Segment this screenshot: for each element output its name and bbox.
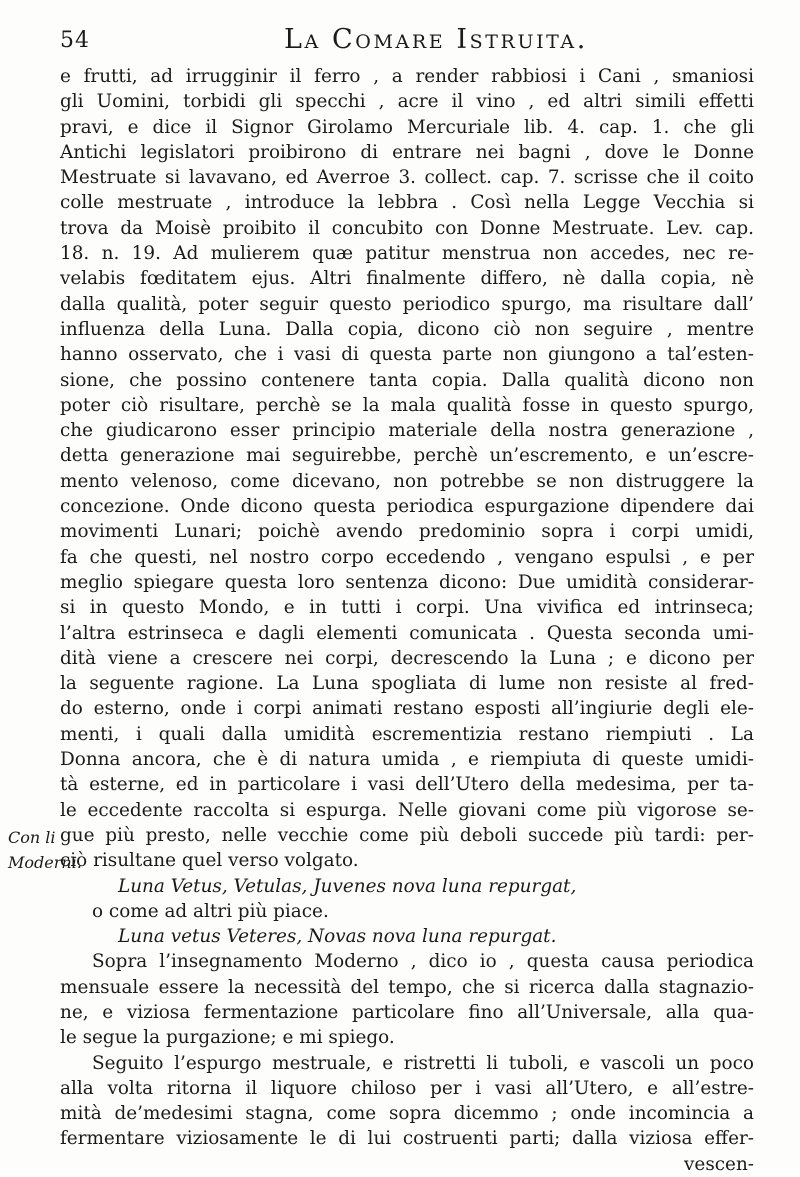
verse-line: Luna Vetus, Vetulas, Juvenes nova luna repurgat,	[118, 875, 577, 897]
text-line: mità de’medesimi stagna, come sopra dicemmo ; onde incomincia a	[60, 1103, 754, 1125]
text-line: colle mestruate , introduce la lebbra . Così nella Legge Vecchia si	[60, 192, 754, 214]
text-line: tà esterne, ed in particolare i vasi dell’Utero della medesima, per ta-	[60, 774, 754, 796]
text-line: che giudicarono esser principio materiale della nostra generazione ,	[60, 420, 754, 442]
text-line: la seguente ragione. La Luna spogliata di lume non resiste al fred-	[60, 673, 754, 695]
text-line: 18. n. 19. Ad mulierem quæ patitur menstrua non accedes, nec re-	[60, 243, 754, 265]
text-line: detta generazione mai seguirebbe, perchè un’escremento, e un’escre-	[60, 445, 754, 467]
text-line: mensuale essere la necessità del tempo, che si ricerca dalla stagnazio-	[60, 976, 754, 998]
text-line: gue più presto, nelle vecchie come più deboli succede più tardi: per-	[60, 824, 754, 846]
text-line: velabis fœditatem ejus. Altri finalmente differo, nè dalla copia, nè	[60, 268, 754, 290]
margin-note: Con li	[8, 828, 56, 847]
text-line: Seguito l’espurgo mestruale, e ristretti li tuboli, e vascoli un poco	[92, 1052, 754, 1074]
text-line: influenza della Luna. Dalla copia, dicono ciò non seguire , mentre	[60, 318, 754, 340]
text-line: ciò risultane quel verso volgato.	[60, 850, 359, 872]
text-line: le eccedente raccolta si espurga. Nelle giovani come più vigorose se-	[60, 799, 754, 821]
text-line: Sopra l’insegnamento Moderno , dico io , questa causa periodica	[92, 951, 754, 973]
text-line: alla volta ritorna il liquore chiloso per i vasi all’Utero, e all’estre-	[60, 1077, 754, 1099]
text-line: movimenti Lunari; poichè avendo predominio sopra i corpi umidi,	[60, 521, 754, 543]
text-line: e frutti, ad irrugginir il ferro , a render rabbiosi i Cani , smaniosi	[60, 66, 754, 87]
text-line: dalla qualità, poter seguir questo periodico spurgo, ma risultare dall’	[60, 293, 754, 315]
text-line: menti, i quali dalla umidità escrementizia restano riempiuti . La	[60, 723, 754, 745]
text-line: fermentare viziosamente le di lui costruenti parti; dalla viziosa effer-	[60, 1128, 754, 1150]
text-line: o come ad altri più piace.	[92, 900, 329, 922]
body-text	[60, 64, 754, 1177]
text-line: do esterno, onde i corpi animati restano esposti all’ingiurie degli ele-	[60, 698, 754, 720]
text-line: meglio spiegare questa loro sentenza dicono: Due umidità considerar-	[60, 571, 754, 593]
catchword: vescen-	[684, 1153, 754, 1175]
text-line: poter ciò risultare, perchè se la mala qualità fosse in questo spurgo,	[60, 394, 754, 416]
text-line: gli Uomini, torbidi gli specchi , acre il vino , ed altri simili effetti	[60, 91, 754, 113]
text-line: concezione. Onde dicono questa periodica espurgazione dipendere dai	[60, 496, 754, 518]
text-line: dità viene a crescere nei corpi, decrescendo la Luna ; e dicono per	[60, 647, 754, 669]
text-line: l’altra estrinseca e dagli elementi comunicata . Questa seconda umi-	[60, 622, 754, 644]
text-line: Donna ancora, che è di natura umida , e riempiuta di queste umidi-	[60, 749, 754, 771]
text-line: hanno osservato, che i vasi di questa parte non giungono a tal’esten-	[60, 344, 754, 366]
text-line: pravi, e dice il Signor Girolamo Mercuriale lib. 4. cap. 1. che gli	[60, 116, 754, 138]
text-line: sione, che possino contenere tanta copia. Dalla qualità dicono non	[60, 369, 754, 391]
text-line: Mestruate si lavavano, ed Averroe 3. collect. cap. 7. scrisse che il coito	[60, 167, 754, 189]
text-line: si in questo Mondo, e in tutti i corpi. Una vivifica ed intrinseca;	[60, 597, 754, 619]
running-head	[60, 24, 750, 56]
verse-line: Luna vetus Veteres, Novas nova luna repurgat.	[118, 926, 557, 948]
margin-note: Moderni.	[8, 853, 82, 872]
page-number: 54	[60, 28, 90, 53]
text-line: Antichi legislatori proibirono di entrare nei bagni , dove le Donne	[60, 141, 754, 163]
text-line: trova da Moisè proibito il concubito con Donne Mestruate. Lev. cap.	[60, 217, 754, 239]
text-line: mento velenoso, come dicevano, non potrebbe se non distruggere la	[60, 470, 754, 492]
running-title: La Comare Istruita.	[284, 24, 588, 55]
text-line: le segue la purgazione; e mi spiego.	[60, 1027, 395, 1049]
text-line: ne, e viziosa fermentazione particolare fino all’Universale, alla qua-	[60, 1001, 754, 1023]
text-line: fa che questi, nel nostro corpo eccedendo , vengano espulsi , e per	[60, 546, 754, 568]
